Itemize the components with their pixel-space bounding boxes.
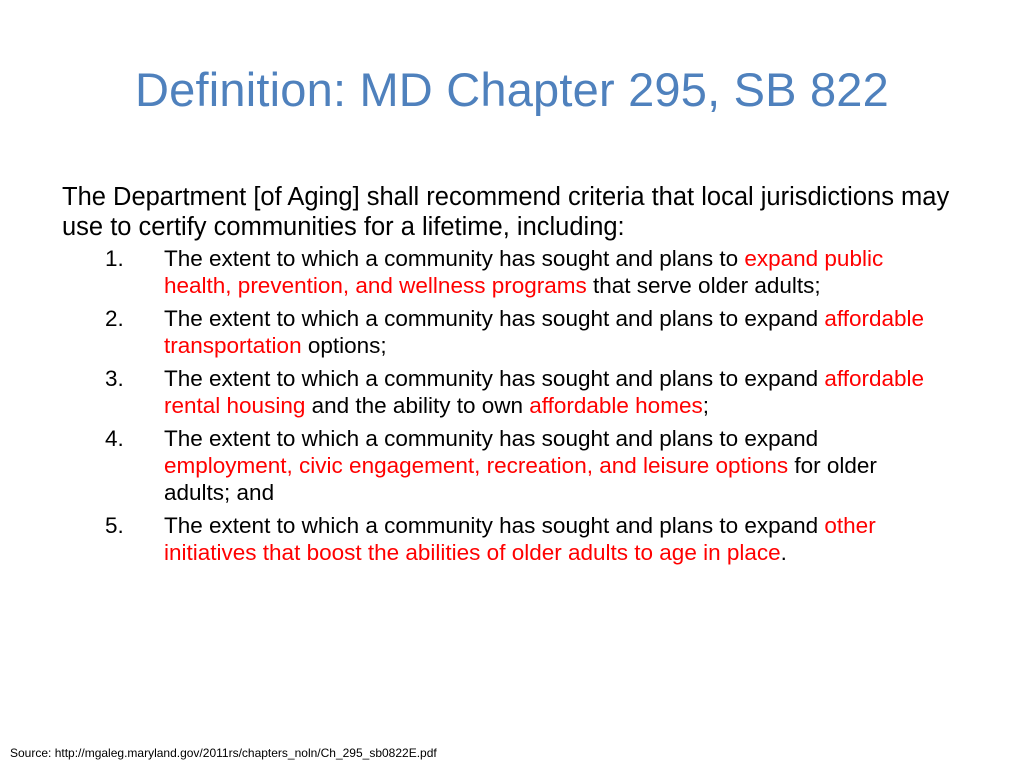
list-item-text: The extent to which a community has sought and plans to expand — [164, 366, 825, 391]
list-item-number: 2. — [105, 306, 124, 331]
list-item-text: The extent to which a community has sought and plans to expand — [164, 306, 825, 331]
list-item-highlight: expand public health, prevention, and wellness programs — [164, 246, 884, 298]
list-item-number: 5. — [105, 513, 124, 538]
list-item — [62, 512, 944, 566]
list-item-number: 3. — [105, 366, 124, 391]
list-item-text: The extent to which a community has sought and plans to — [164, 246, 745, 271]
list-item-text: options; — [301, 333, 387, 358]
list-item — [62, 245, 944, 299]
list-item-text: that serve older adults; — [586, 273, 821, 298]
list-item — [62, 425, 944, 506]
list-item-number: 1. — [105, 246, 124, 271]
intro-paragraph: The Department [of Aging] shall recommend criteria that local jurisdictions may use to certify communities for a lifetime, including: — [62, 183, 950, 241]
list-item-highlight: affordable transportation — [164, 306, 925, 358]
slide-body — [62, 182, 962, 572]
list-item-text: for older adults; and — [164, 453, 877, 505]
source-citation: Source: http://mgaleg.maryland.gov/2011rs/chapters_noln/Ch_295_sb0822E.pdf — [10, 746, 437, 760]
list-item-highlight: affordable rental housing — [164, 366, 925, 418]
list-item-text: ; — [702, 393, 709, 418]
list-item-text: and the ability to own — [305, 393, 530, 418]
list-item-highlight: employment, civic engagement, recreation, and leisure options — [164, 453, 789, 478]
list-item-highlight: affordable homes — [529, 393, 703, 418]
list-item-text: The extent to which a community has sought and plans to expand — [164, 513, 825, 538]
list-item-highlight: other initiatives that boost the abilities of older adults to age in place — [164, 513, 876, 565]
criteria-list — [62, 245, 962, 566]
slide-title: Definition: MD Chapter 295, SB 822 — [135, 63, 889, 116]
list-item — [62, 305, 944, 359]
list-item-number: 4. — [105, 426, 124, 451]
list-item-text: . — [780, 540, 787, 565]
list-item-text: The extent to which a community has sought and plans to expand — [164, 426, 819, 451]
list-item — [62, 365, 944, 419]
